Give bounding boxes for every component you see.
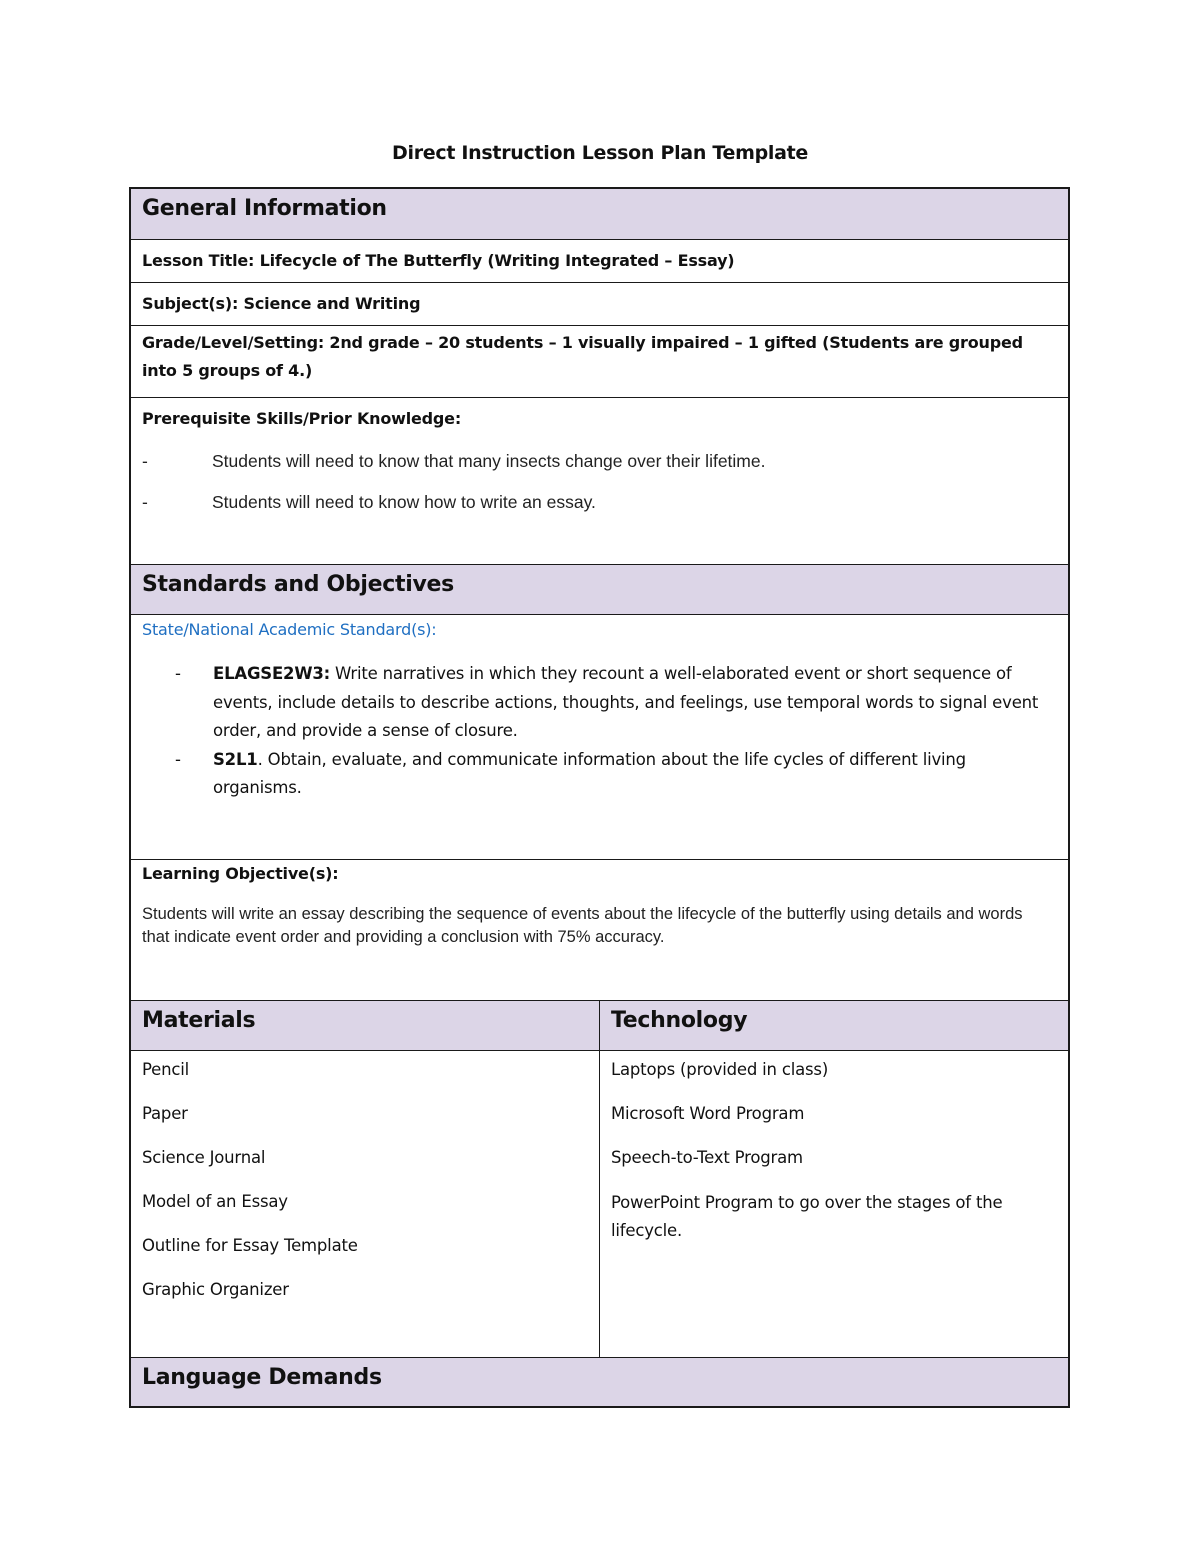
materials-tech-header xyxy=(131,1001,1068,1051)
standards-list xyxy=(175,660,1044,803)
learning-objective-label: Learning Objective(s): xyxy=(142,864,339,883)
grade-level-row xyxy=(131,326,1068,398)
technology-heading: Technology xyxy=(611,1008,748,1033)
academic-standards-row xyxy=(131,615,1068,860)
general-info-header xyxy=(131,189,1068,240)
materials-list xyxy=(142,1057,587,1321)
technology-item: Microsoft Word Program xyxy=(611,1104,805,1123)
standard-item xyxy=(175,660,1044,746)
prereq-item-text: Students will need to know how to write an essay. xyxy=(212,492,596,512)
materials-cell xyxy=(131,1051,600,1357)
language-demands-heading: Language Demands xyxy=(142,1365,382,1390)
technology-cell xyxy=(600,1051,1068,1357)
material-item: Graphic Organizer xyxy=(142,1280,289,1299)
lesson-plan-table xyxy=(129,187,1070,1408)
standard-code: S2L1 xyxy=(213,749,258,769)
subjects-row xyxy=(131,283,1068,326)
material-item: Paper xyxy=(142,1104,188,1123)
dash: - xyxy=(175,664,181,683)
subjects: Subject(s): Science and Writing xyxy=(142,294,421,313)
materials-tech-row xyxy=(131,1051,1068,1358)
learning-objective-text: Students will write an essay describing the sequence of events about the lifecycle of the butterfly using details and words that indicate event order and providing a conclusion with 75% accuracy. xyxy=(142,905,1023,946)
technology-item: Laptops (provided in class) xyxy=(611,1060,829,1079)
materials-heading: Materials xyxy=(142,1008,256,1033)
prereq-label: Prerequisite Skills/Prior Knowledge: xyxy=(142,409,462,428)
standard-text: Write narratives in which they recount a well-elaborated event or short sequence of events, include details to describe actions, thoughts, and feelings, use temporal words to signal event order, and provide a sense of closure. xyxy=(213,664,1039,740)
dash: - xyxy=(142,492,148,512)
lesson-title: Lesson Title: Lifecycle of The Butterfly (Writing Integrated – Essay) xyxy=(142,251,735,270)
prereq-item-text: Students will need to know that many insects change over their lifetime. xyxy=(212,451,766,471)
grade-level: Grade/Level/Setting: 2nd grade – 20 students – 1 visually impaired – 1 gifted (Students are grouped into 5 groups of 4.) xyxy=(142,333,1023,380)
material-item: Outline for Essay Template xyxy=(142,1236,358,1255)
dash: - xyxy=(142,451,148,471)
technology-list xyxy=(611,1057,1056,1245)
general-info-heading: General Information xyxy=(142,196,387,221)
material-item: Pencil xyxy=(142,1060,190,1079)
prereq-row xyxy=(131,398,1068,565)
learning-objective-row xyxy=(131,860,1068,1001)
technology-item: Speech-to-Text Program xyxy=(611,1148,803,1167)
technology-header-cell xyxy=(600,1001,1068,1050)
academic-standards-label: State/National Academic Standard(s): xyxy=(142,620,437,639)
standards-header xyxy=(131,565,1068,615)
document-title: Direct Instruction Lesson Plan Template xyxy=(392,142,808,164)
language-demands-header xyxy=(131,1358,1068,1406)
standard-item xyxy=(175,746,1044,803)
technology-item: PowerPoint Program to go over the stages of the lifecycle. xyxy=(611,1193,1003,1240)
materials-header-cell xyxy=(131,1001,600,1050)
lesson-title-row xyxy=(131,240,1068,283)
material-item: Science Journal xyxy=(142,1148,266,1167)
dash: - xyxy=(175,749,181,769)
standards-heading: Standards and Objectives xyxy=(142,572,454,597)
standard-code: ELAGSE2W3: xyxy=(213,664,331,683)
standard-text: . Obtain, evaluate, and communicate information about the life cycles of different living organisms. xyxy=(213,749,966,797)
material-item: Model of an Essay xyxy=(142,1192,288,1211)
